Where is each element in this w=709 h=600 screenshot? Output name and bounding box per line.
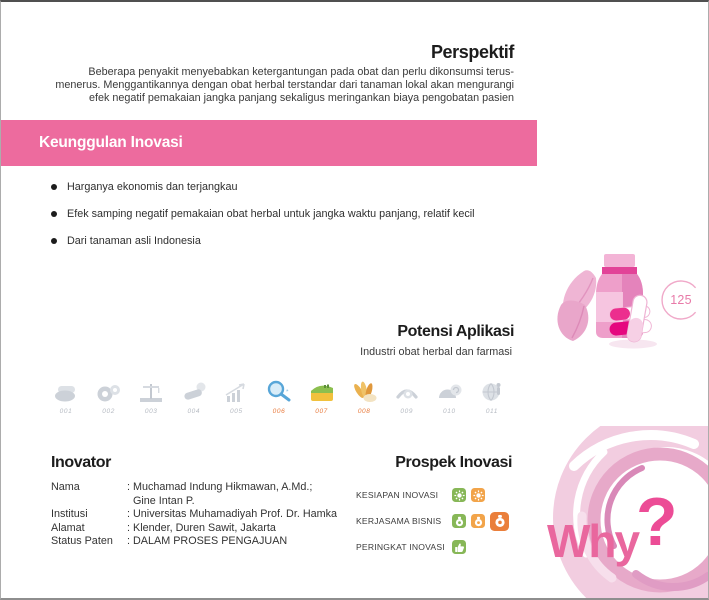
sector-008-food-industry-wheat-icon: 008 xyxy=(344,379,384,415)
sector-004-energy-icon: 004 xyxy=(174,379,214,415)
keunggulan-heading: Keunggulan Inovasi xyxy=(39,134,183,151)
prospek-row-peringkat xyxy=(356,537,521,557)
potensi-heading: Potensi Aplikasi xyxy=(397,323,514,340)
keunggulan-list xyxy=(51,181,521,262)
bullet-text: Efek samping negatif pemakaian obat herbal untuk jangka waktu panjang, relatif kecil xyxy=(67,208,475,220)
field-label: Alamat xyxy=(51,521,85,534)
why-corner-graphic xyxy=(544,426,708,598)
keunggulan-banner xyxy=(1,120,537,166)
inovator-row-nama xyxy=(51,481,361,495)
bullet-icon xyxy=(51,184,57,190)
inovator-row-institusi xyxy=(51,508,361,522)
rating-label: PERINGKAT INOVASI xyxy=(356,542,445,552)
inovator-row-status-paten xyxy=(51,535,361,549)
inovator-row-nama-cont xyxy=(51,495,361,509)
sector-006-research-magnifier-icon: 006 xyxy=(259,379,299,415)
sector-011-global-icon: 011 xyxy=(472,379,512,415)
page-number: 125 xyxy=(670,293,692,307)
field-label xyxy=(51,495,127,509)
sun-rating-icon xyxy=(471,488,485,502)
prospek-heading: Prospek Inovasi xyxy=(395,454,512,471)
field-label: Institusi xyxy=(51,508,88,520)
prospek-ratings xyxy=(356,485,521,563)
sun-rating-icon xyxy=(452,488,466,502)
field-value: Gine Intan P. xyxy=(133,494,195,507)
sector-005-growth-icon: 005 xyxy=(216,379,256,415)
field-label: Status Paten xyxy=(51,535,113,547)
inovator-row-alamat xyxy=(51,522,361,536)
list-item xyxy=(51,208,521,220)
pink-swirl-icon xyxy=(544,426,708,598)
sector-001-food-icon: 001 xyxy=(46,379,86,415)
money-pouch-rating-icon xyxy=(471,514,485,528)
sector-strip xyxy=(46,379,512,415)
bullet-text: Dari tanaman asli Indonesia xyxy=(67,235,201,247)
question-mark-text: ? xyxy=(636,484,678,560)
sector-010-safety-recycle-icon: 010 xyxy=(429,379,469,415)
rating-label: KESIAPAN INOVASI xyxy=(356,490,439,500)
medicine-bottle-leaves-pills-icon xyxy=(551,245,669,357)
field-label: Nama xyxy=(51,481,80,493)
potensi-subtitle: Industri obat herbal dan farmasi xyxy=(360,346,512,358)
herbal-medicine-illustration xyxy=(551,245,669,362)
page-number-badge xyxy=(660,279,702,321)
money-pouch-rating-icon-large xyxy=(490,512,509,531)
perspektif-paragraph: Beberapa penyakit menyebabkan ketergantungan pada obat dan perlu dikonsumsi terus-menerus. Menggantikannya dengan obat herbal terstandar dari tanaman lokal akan mengurangi efek negatif pemakaian jangka panjang sekaligus meringankan biaya pengobatan pasien xyxy=(55,66,514,105)
bullet-icon xyxy=(51,211,57,217)
sector-002-machinery-icon: 002 xyxy=(89,379,129,415)
money-pouch-rating-icon xyxy=(452,514,466,528)
field-value: : Universitas Muhamadiyah Prof. Dr. Hamka xyxy=(127,508,338,520)
inovator-table xyxy=(51,481,361,549)
field-value: : DALAM PROSES PENGAJUAN xyxy=(127,535,288,547)
prospek-row-kesiapan xyxy=(356,485,521,505)
prospek-row-kerjasama xyxy=(356,511,521,531)
sector-007-land-resources-icon: 007 xyxy=(302,379,342,415)
sector-009-partnership-icon: 009 xyxy=(387,379,427,415)
inovator-heading: Inovator xyxy=(51,454,111,471)
bullet-icon xyxy=(51,238,57,244)
field-value: : Klender, Duren Sawit, Jakarta xyxy=(127,521,276,534)
bullet-text: Harganya ekonomis dan terjangkau xyxy=(67,181,238,193)
why-text: Why xyxy=(547,515,639,567)
sector-003-infrastructure-icon: 003 xyxy=(131,379,171,415)
thumbs-up-rating-icon xyxy=(452,540,466,554)
perspektif-heading: Perspektif xyxy=(430,42,514,62)
field-value: : Muchamad Indung Hikmawan, A.Md.; xyxy=(127,481,313,493)
list-item xyxy=(51,181,521,193)
rating-label: KERJASAMA BISNIS xyxy=(356,516,442,526)
list-item xyxy=(51,235,521,247)
